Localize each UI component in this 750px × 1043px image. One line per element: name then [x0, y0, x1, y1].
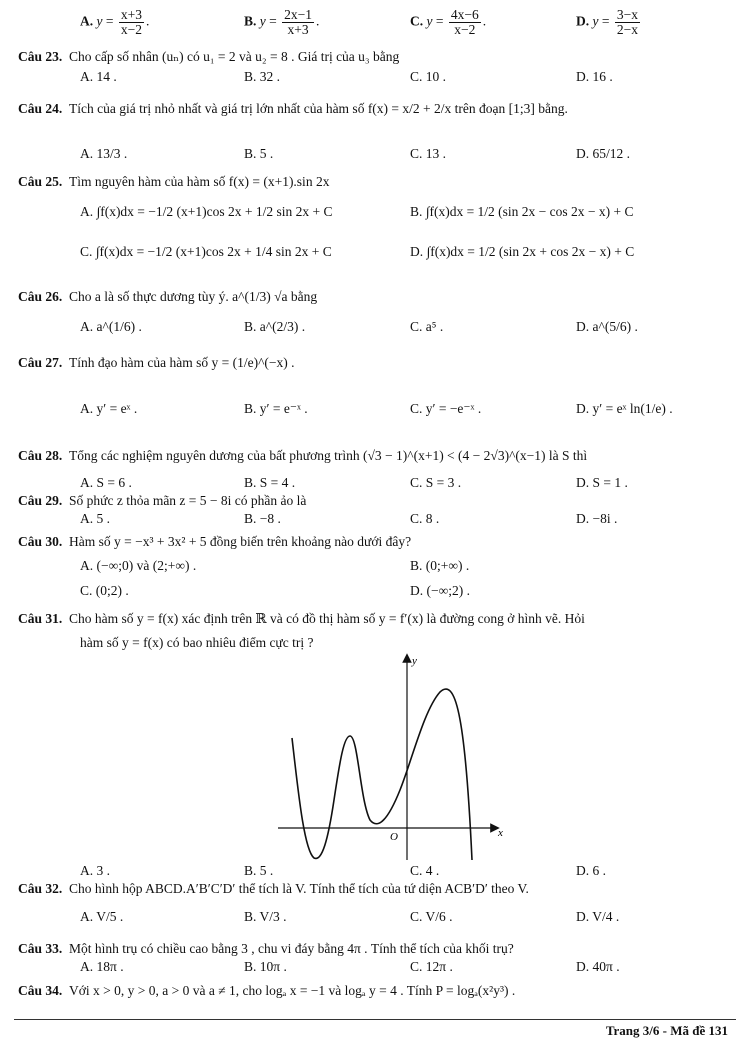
q32-option-c: C. V/6 .: [410, 909, 453, 924]
q31-option-c: C. 4 .: [410, 863, 440, 878]
q29-stem: Câu 29. Số phức z thỏa mãn z = 5 − 8i có phần ảo là: [18, 493, 307, 508]
q25-option-c: C. ∫f(x)dx = −1/2 (x+1)cos 2x + 1/4 sin 2x + C: [80, 244, 332, 259]
q27-stem: Câu 27. Tính đạo hàm của hàm số y = (1/e)^(−x) .: [18, 355, 295, 370]
q24-option-b: B. 5 .: [244, 146, 274, 161]
q28-option-c: C. S = 3 .: [410, 475, 462, 490]
q27-option-c: C. y′ = −e⁻ˣ .: [410, 401, 482, 416]
q28-option-a: A. S = 6 .: [80, 475, 132, 490]
q30-option-c: C. (0;2) .: [80, 583, 129, 598]
q30-stem: Câu 30. Hàm số y = −x³ + 3x² + 5 đồng biến trên khoảng nào dưới đây?: [18, 534, 412, 549]
q32-option-d: D. V/4 .: [576, 909, 620, 924]
q24-option-d: D. 65/12 .: [576, 146, 630, 161]
q22-option-a: A. y = $\frac{x+3}{x-2}$ .: [80, 7, 150, 37]
q23-option-c: C. 10 .: [410, 69, 447, 84]
q27-option-d: D. y′ = eˣ ln(1/e) .: [576, 401, 673, 416]
q27-option-b: B. y′ = e⁻ˣ .: [244, 401, 308, 416]
page-footer: Trang 3/6 - Mã đề 131: [605, 1023, 728, 1038]
q23-option-b: B. 32 .: [244, 69, 281, 84]
x-axis-label: x: [498, 827, 503, 839]
derivative-graph: [270, 650, 520, 862]
q31-option-b: B. 5 .: [244, 863, 274, 878]
q26-option-b: B. a^(2/3) .: [244, 319, 306, 334]
q23-option-d: D. 16 .: [576, 69, 613, 84]
q25-option-a: A. ∫f(x)dx = −1/2 (x+1)cos 2x + 1/2 sin 2x + C: [80, 204, 333, 219]
q29-option-a: A. 5 .: [80, 511, 110, 526]
y-axis-label: y: [412, 655, 417, 667]
q31-option-d: D. 6 .: [576, 863, 606, 878]
q24-stem: Câu 24. Tích của giá trị nhỏ nhất và giá trị lớn nhất của hàm số f(x) = x/2 + 2/x trên đoạn [1;3] bằng.: [18, 101, 568, 116]
q30-option-d: D. (−∞;2) .: [410, 583, 470, 598]
q22-option-b: B. y = $\frac{2x-1}{x+3}$ .: [244, 7, 320, 37]
q22-option-c: C. y = $\frac{4x-6}{x-2}$ .: [410, 7, 487, 37]
origin-label: O: [390, 831, 398, 843]
q31-stem: Câu 31. Cho hàm số y = f(x) xác định trên ℝ và có đồ thị hàm số y = f′(x) là đường cong ở hình vẽ. Hỏi: [18, 611, 585, 626]
q26-option-a: A. a^(1/6) .: [80, 319, 142, 334]
q32-stem: Câu 32. Cho hình hộp ABCD.A′B′C′D′ thể tích là V. Tính thể tích của tứ diện ACB′D′ theo V.: [18, 881, 529, 896]
q29-option-b: B. −8 .: [244, 511, 281, 526]
q25-option-b: B. ∫f(x)dx = 1/2 (sin 2x − cos 2x − x) + C: [410, 204, 634, 219]
q28-stem: Câu 28. Tổng các nghiệm nguyên dương của bất phương trình (√3 − 1)^(x+1) < (4 − 2√3)^(x−1) là S thì: [18, 448, 588, 463]
q24-option-c: C. 13 .: [410, 146, 447, 161]
q26-stem: Câu 26. Cho a là số thực dương tùy ý. a^(1/3) √a bằng: [18, 289, 318, 304]
q33-option-c: C. 12π .: [410, 959, 453, 974]
q23-option-a: A. 14 .: [80, 69, 117, 84]
q25-stem: Câu 25. Tìm nguyên hàm của hàm số f(x) = (x+1).sin 2x: [18, 174, 330, 189]
q33-option-d: D. 40π .: [576, 959, 620, 974]
q33-option-b: B. 10π .: [244, 959, 287, 974]
q30-option-b: B. (0;+∞) .: [410, 558, 470, 573]
q31-stem-continued: hàm số y = f(x) có bao nhiêu điểm cực trị ?: [80, 635, 314, 650]
q32-option-b: B. V/3 .: [244, 909, 287, 924]
q30-option-a: A. (−∞;0) và (2;+∞) .: [80, 558, 197, 573]
q26-option-c: C. a⁵ .: [410, 319, 444, 334]
q24-option-a: A. 13/3 .: [80, 146, 128, 161]
q32-option-a: A. V/5 .: [80, 909, 124, 924]
q29-option-c: C. 8 .: [410, 511, 440, 526]
q28-option-b: B. S = 4 .: [244, 475, 296, 490]
q34-stem: Câu 34. Với x > 0, y > 0, a > 0 và a ≠ 1, cho logₐ x = −1 và logₐ y = 4 . Tính P = logₐ(x²y³) .: [18, 983, 516, 998]
q22-option-d: D. y = $\frac{3-x}{2-x}$: [576, 7, 638, 37]
q33-option-a: A. 18π .: [80, 959, 124, 974]
q29-option-d: D. −8i .: [576, 511, 618, 526]
q23-stem: Câu 23. Cho cấp số nhân (uₙ) có u₁ = 2 và u₂ = 8 . Giá trị của u₃ bằng: [18, 49, 400, 64]
q27-option-a: A. y′ = eˣ .: [80, 401, 138, 416]
derivative-curve: [292, 689, 472, 860]
q25-option-d: D. ∫f(x)dx = 1/2 (sin 2x + cos 2x − x) + C: [410, 244, 635, 259]
footer-rule: [14, 1019, 736, 1020]
q26-option-d: D. a^(5/6) .: [576, 319, 638, 334]
q28-option-d: D. S = 1 .: [576, 475, 628, 490]
q33-stem: Câu 33. Một hình trụ có chiều cao bằng 3 , chu vi đáy bằng 4π . Tính thể tích của khối trụ?: [18, 941, 514, 956]
q31-option-a: A. 3 .: [80, 863, 110, 878]
